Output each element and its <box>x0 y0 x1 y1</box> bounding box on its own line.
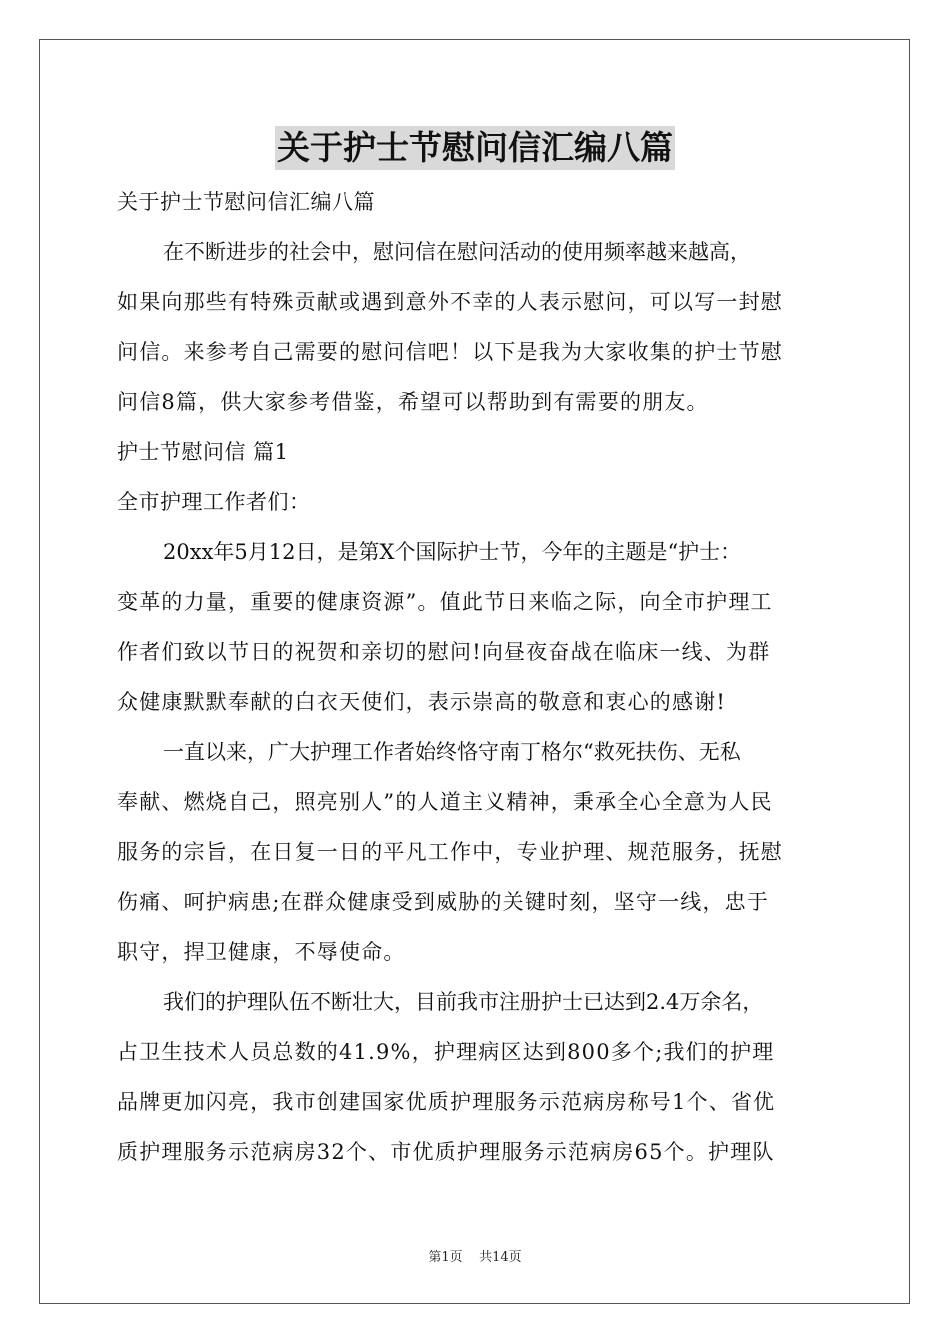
paragraph-line: 如果向那些有特殊贡献或遇到意外不幸的人表示慰问，可以写一封慰 <box>117 290 783 314</box>
subtitle-line: 关于护士节慰问信汇编八篇 <box>117 190 375 214</box>
paragraph-line: 作者们致以节日的祝贺和亲切的慰问!向昼夜奋战在临床一线、为群 <box>117 640 771 664</box>
paragraph-line: 问信8篇，供大家参考借鉴，希望可以帮助到有需要的朋友。 <box>117 390 709 414</box>
document-body <box>117 177 839 1177</box>
paragraph-line: 一直以来，广大护理工作者始终恪守南丁格尔“救死扶伤、无私 <box>163 740 741 764</box>
page-footer <box>0 1249 950 1267</box>
section-heading: 护士节慰问信 篇1 <box>117 440 289 464</box>
paragraph-line: 服务的宗旨，在日复一日的平凡工作中，专业护理、规范服务，抚慰 <box>117 840 783 864</box>
paragraph-line: 众健康默默奉献的白衣天使们，表示崇高的敬意和衷心的感谢! <box>117 690 727 714</box>
page-total: 共14页 <box>479 1250 522 1265</box>
paragraph-line: 伤痛、呵护病患;在群众健康受到威胁的关键时刻，坚守一线，忠于 <box>117 890 770 914</box>
document-title: 关于护士节慰问信汇编八篇 <box>275 126 675 170</box>
paragraph-line: 占卫生技术人员总数的41.9%，护理病区达到800多个;我们的护理 <box>117 1040 775 1064</box>
page-number: 第1页 <box>428 1250 463 1265</box>
paragraph-line: 20xx年5月12日，是第X个国际护士节，今年的主题是“护士： <box>163 540 742 564</box>
paragraph-line: 在不断进步的社会中，慰问信在慰问活动的使用频率越来越高， <box>163 240 751 264</box>
title-container <box>0 126 950 170</box>
paragraph-line: 质护理服务示范病房32个、市优质护理服务示范病房65个。护理队 <box>117 1140 775 1164</box>
paragraph-line: 奉献、燃烧自己，照亮别人”的人道主义精神，秉承全心全意为人民 <box>117 790 773 814</box>
paragraph-line: 品牌更加闪亮，我市创建国家优质护理服务示范病房称号1个、省优 <box>117 1090 776 1114</box>
paragraph-line: 职守，捍卫健康，不辱使命。 <box>117 940 406 964</box>
paragraph-line: 问信。来参考自己需要的慰问信吧！以下是我为大家收集的护士节慰 <box>117 340 783 364</box>
paragraph-line: 变革的力量，重要的健康资源”。值此节日来临之际，向全市护理工 <box>117 590 773 614</box>
salutation-line: 全市护理工作者们： <box>117 490 311 514</box>
paragraph-line: 我们的护理队伍不断壮大，目前我市注册护士已达到2.4万余名， <box>163 990 764 1014</box>
